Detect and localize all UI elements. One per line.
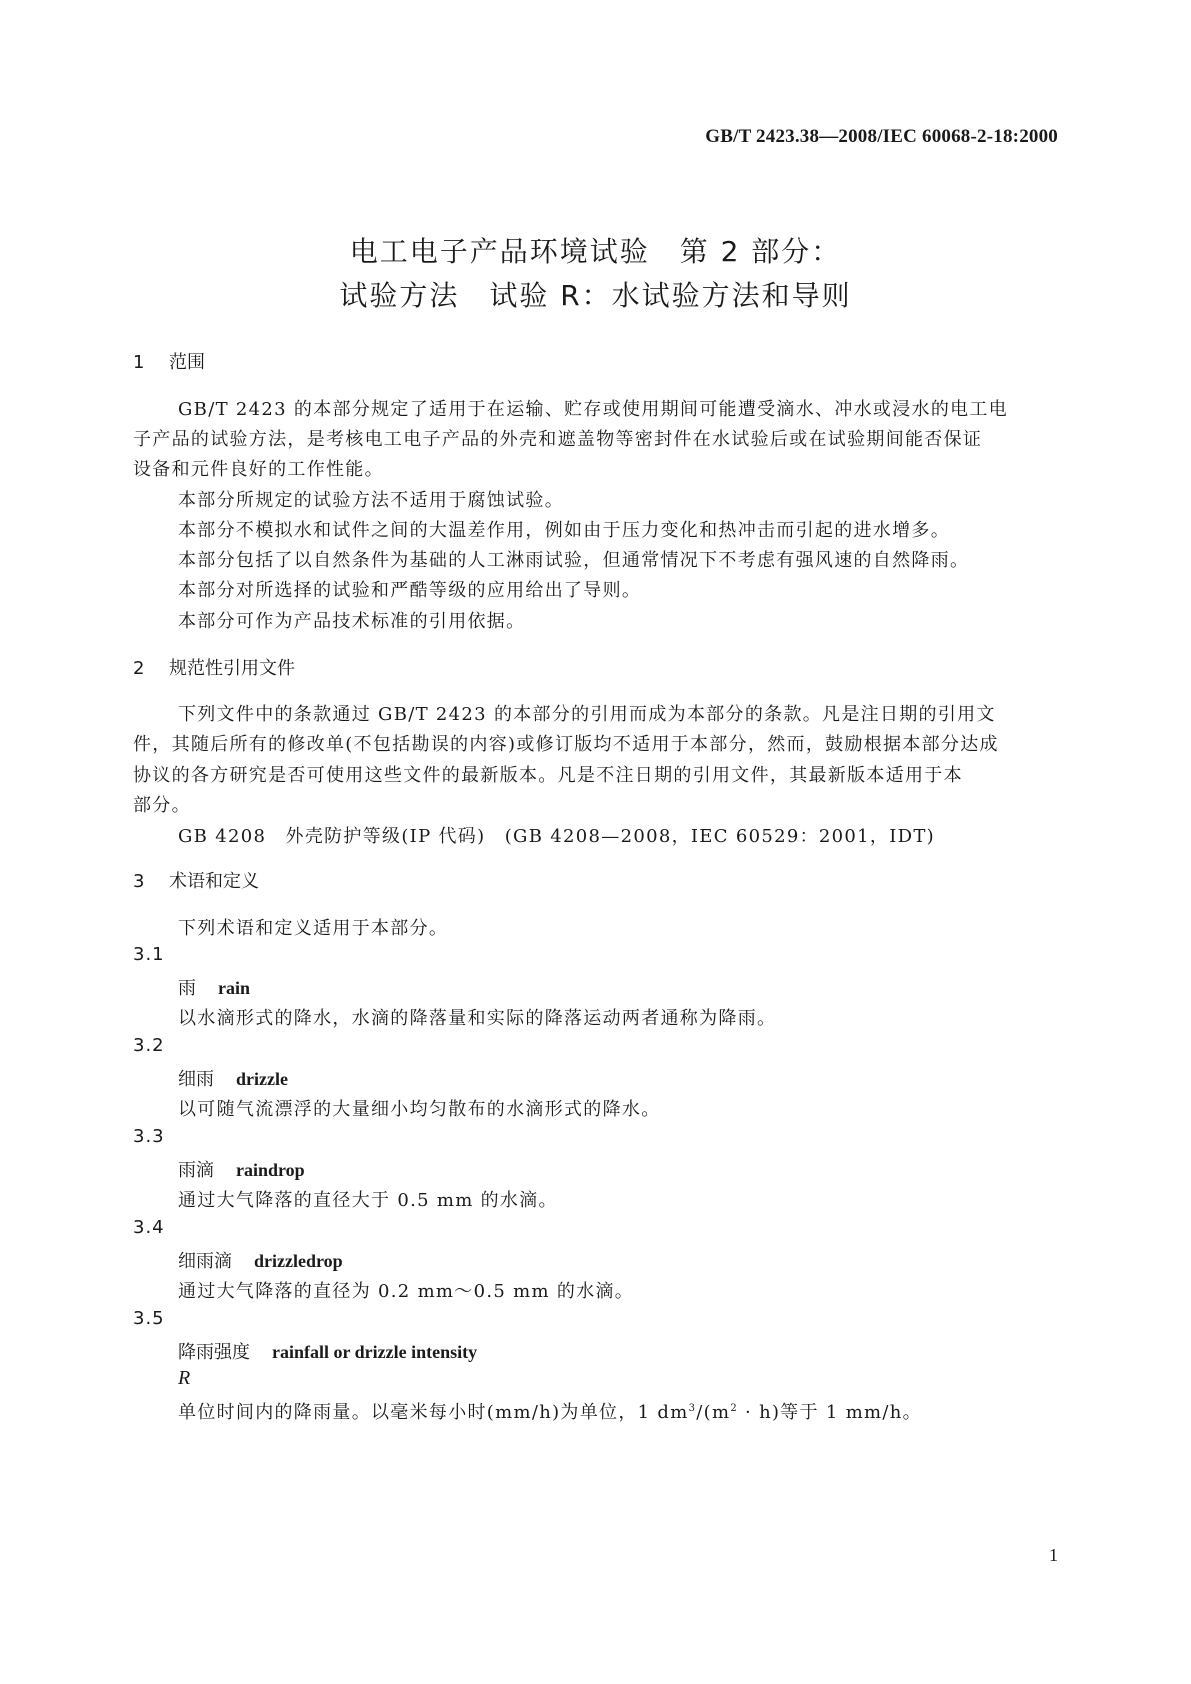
term-entry (178, 1156, 305, 1182)
term-en: drizzledrop (254, 1251, 343, 1271)
term-definition: 通过大气降落的直径为 0.2 mm～0.5 mm 的水滴。 (178, 1281, 635, 1302)
section-number: 1 (133, 352, 145, 373)
section-number: 3 (133, 871, 145, 892)
document-title-line-2: 试验方法 试验 R：水试验方法和导则 (339, 279, 852, 312)
paragraph-line: 下列文件中的条款通过 GB/T 2423 的本部分的引用而成为本部分的条款。凡是注日期的引用文 (178, 704, 996, 725)
standard-number: GB/T 2423.38—2008/IEC 60068-2-18:2000 (705, 126, 1058, 147)
paragraph-line: 本部分对所选择的试验和严酷等级的应用给出了导则。 (178, 580, 642, 601)
term-definition: 通过大气降落的直径大于 0.5 mm 的水滴。 (178, 1190, 558, 1211)
paragraph-line: 本部分不模拟水和试件之间的大温差作用，例如由于压力变化和热冲击而引起的进水增多。 (178, 520, 950, 541)
term-en: raindrop (236, 1160, 305, 1180)
paragraph-line: 协议的各方研究是否可使用这些文件的最新版本。凡是不注日期的引用文件，其最新版本适用于本 (133, 765, 963, 786)
normative-reference: GB 4208 外壳防护等级(IP 代码) (GB 4208—2008，IEC 60529：2001，IDT) (178, 826, 935, 847)
term-number: 3.2 (133, 1035, 165, 1056)
section-title: 规范性引用文件 (169, 658, 295, 679)
term-symbol: R (178, 1367, 191, 1389)
term-en: rain (218, 978, 251, 998)
paragraph-line: 下列术语和定义适用于本部分。 (178, 918, 449, 939)
term-en: rainfall or drizzle intensity (272, 1342, 478, 1362)
paragraph-line: 本部分所规定的试验方法不适用于腐蚀试验。 (178, 490, 564, 511)
term-zh: 细雨滴 (178, 1251, 232, 1272)
definition-text: · h)等于 1 mm/h。 (738, 1402, 922, 1423)
term-number: 3.3 (133, 1126, 165, 1147)
definition-text: /(m (696, 1402, 731, 1423)
term-number: 3.4 (133, 1217, 165, 1238)
term-entry (178, 1338, 477, 1364)
paragraph-line: 子产品的试验方法，是考核电工电子产品的外壳和遮盖物等密封件在水试验后或在试验期间能否保证 (133, 429, 983, 450)
term-number: 3.1 (133, 944, 165, 965)
section-1-heading (133, 348, 205, 374)
definition-text: 单位时间内的降雨量。以毫米每小时(mm/h)为单位，1 dm (178, 1402, 689, 1423)
section-title: 术语和定义 (169, 871, 259, 892)
section-2-heading (133, 654, 295, 680)
term-en: drizzle (236, 1069, 288, 1089)
paragraph-line: GB/T 2423 的本部分规定了适用于在运输、贮存或使用期间可能遭受滴水、冲水或浸水的电工电 (178, 399, 1009, 420)
paragraph-line: 件，其随后所有的修改单(不包括勘误的内容)或修订版均不适用于本部分，然而，鼓励根据本部分达成 (133, 734, 999, 755)
term-zh: 降雨强度 (178, 1342, 250, 1363)
term-zh: 雨 (178, 978, 196, 999)
term-number: 3.5 (133, 1308, 165, 1329)
term-zh: 雨滴 (178, 1160, 214, 1181)
document-title-line-1: 电工电子产品环境试验 第 2 部分： (349, 235, 842, 268)
page-number: 1 (1049, 1545, 1058, 1565)
term-definition: 以水滴形式的降水，水滴的降落量和实际的降落运动两者通称为降雨。 (178, 1008, 777, 1029)
paragraph-line: 部分。 (133, 795, 191, 816)
term-entry (178, 1065, 288, 1091)
term-definition: 以可随气流漂浮的大量细小均匀散布的水滴形式的降水。 (178, 1099, 661, 1120)
section-number: 2 (133, 658, 145, 679)
superscript: 2 (730, 1403, 739, 1414)
paragraph-line: 设备和元件良好的工作性能。 (133, 459, 384, 480)
section-3-heading (133, 867, 259, 893)
section-title: 范围 (169, 352, 205, 373)
paragraph-line: 本部分可作为产品技术标准的引用依据。 (178, 611, 526, 632)
term-definition (178, 1398, 922, 1424)
term-entry (178, 1247, 343, 1273)
paragraph-line: 本部分包括了以自然条件为基础的人工淋雨试验，但通常情况下不考虑有强风速的自然降雨。 (178, 550, 970, 571)
term-zh: 细雨 (178, 1069, 214, 1090)
term-entry (178, 974, 250, 1000)
superscript: 3 (688, 1403, 697, 1414)
